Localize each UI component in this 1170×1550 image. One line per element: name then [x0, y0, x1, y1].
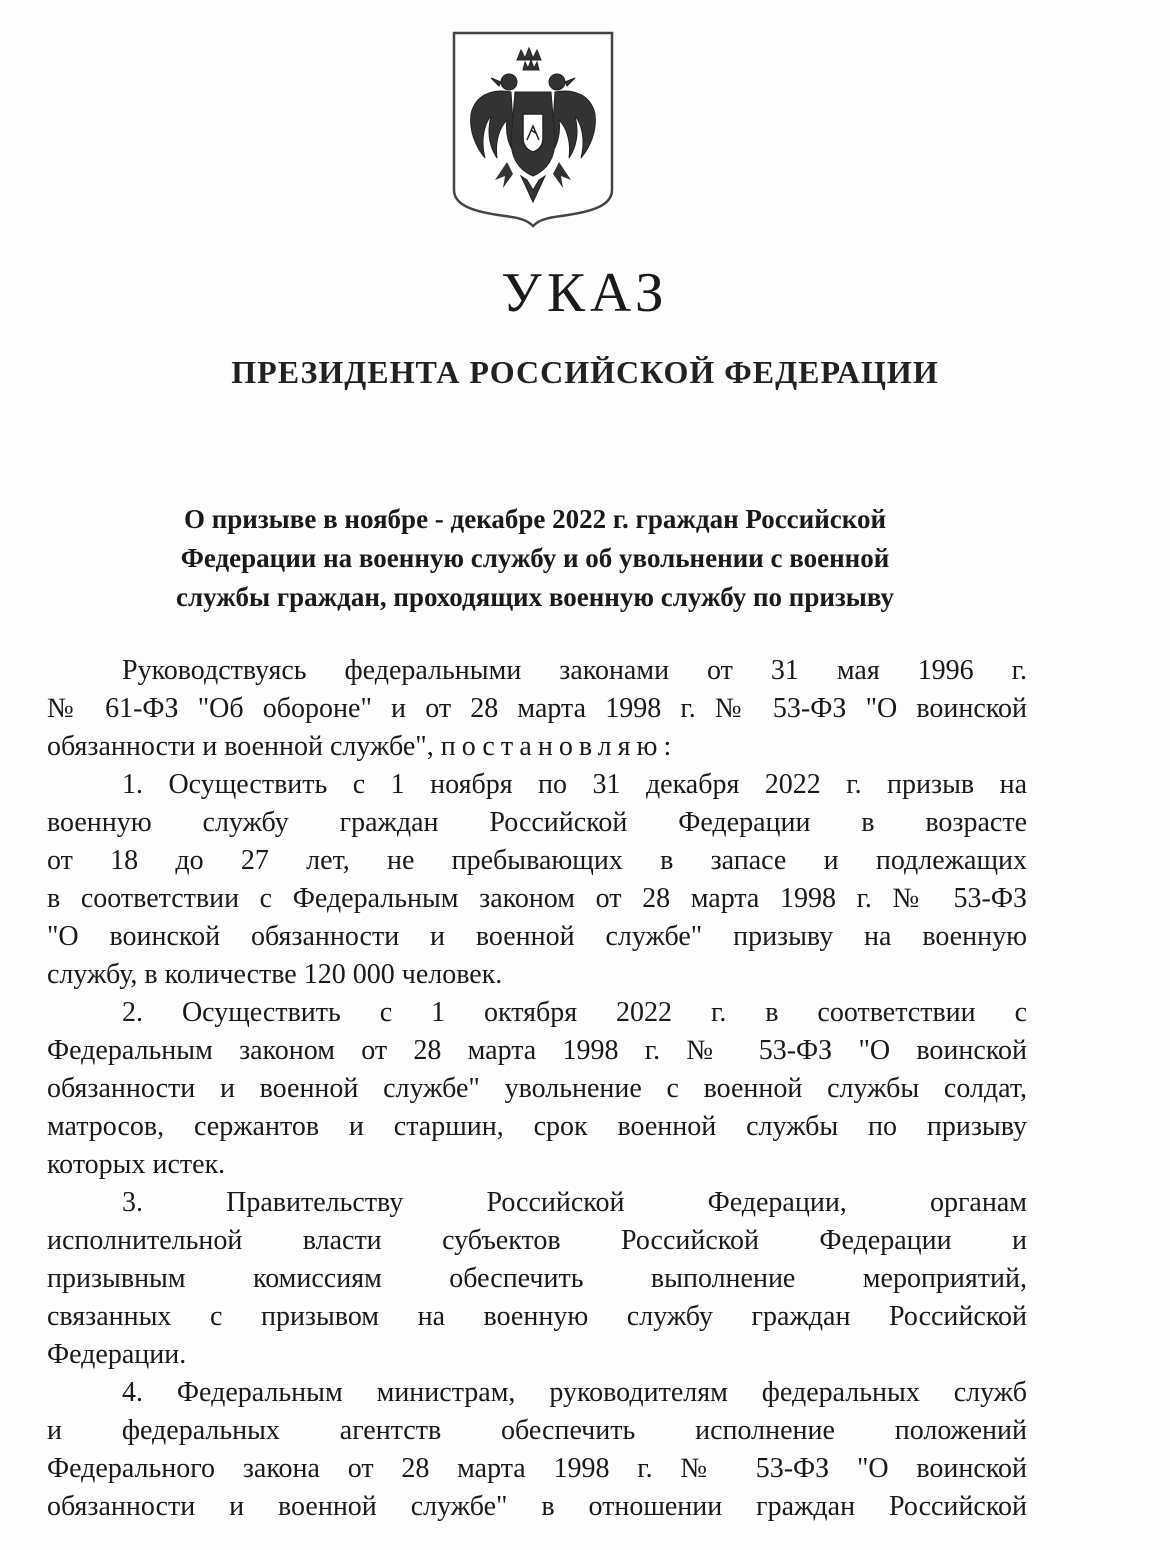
item-paragraph-4 — [47, 1374, 1027, 1526]
paragraph-line: 4. Федеральным министрам, руководителям федеральных служб — [122, 1377, 1027, 1408]
heading-line: О призыве в ноябре - декабре 2022 г. граждан Российской — [183, 504, 887, 534]
paragraph-line: связанных с призывом на военную службу граждан Российской — [47, 1301, 1027, 1332]
paragraph-line: и федеральных агентств обеспечить исполнение положений — [47, 1415, 1027, 1446]
paragraph-line: Федеральным законом от 28 марта 1998 г. № 53-ФЗ "О воинской — [47, 1035, 1027, 1066]
item-paragraph-3 — [47, 1184, 1027, 1374]
paragraph-line: Федерации. — [47, 1339, 187, 1370]
preamble-text: обязанности и военной службе", — [47, 731, 441, 762]
document-title: УКАЗ — [501, 262, 669, 324]
paragraph-line: которых истек. — [47, 1149, 226, 1180]
paragraph-line: службу, в количестве 120 000 человек. — [47, 959, 503, 990]
paragraph-line: "О воинской обязанности и военной службе" призыву на военную — [47, 921, 1027, 952]
paragraph-line: 3. Правительству Российской Федерации, органам — [122, 1187, 1027, 1218]
item-paragraph-2 — [47, 994, 1027, 1184]
paragraph-line: призывным комиссиям обеспечить выполнение мероприятий, — [47, 1263, 1027, 1294]
decree-word: постановляю: — [440, 731, 678, 762]
decree-body — [47, 652, 1027, 1526]
decree-heading — [95, 500, 975, 617]
paragraph-line: 2. Осуществить с 1 октября 2022 г. в соответствии с — [122, 997, 1027, 1028]
paragraph-line: № 61-ФЗ "Об обороне" и от 28 марта 1998 г. № 53-ФЗ "О воинской — [47, 693, 1027, 724]
paragraph-line: Федерального закона от 28 марта 1998 г. № 53-ФЗ "О воинской — [47, 1453, 1027, 1484]
paragraph-line: матросов, сержантов и старшин, срок военной службы по призыву — [47, 1111, 1027, 1142]
heading-line: службы граждан, проходящих военную службу по призыву — [176, 582, 894, 612]
paragraph-line: обязанности и военной службе" увольнение с военной службы солдат, — [47, 1073, 1027, 1104]
document-subtitle: ПРЕЗИДЕНТА РОССИЙСКОЙ ФЕДЕРАЦИИ — [231, 354, 939, 390]
item-paragraph-1 — [47, 766, 1027, 994]
paragraph-line: 1. Осуществить с 1 ноября по 31 декабря 2022 г. призыв на — [122, 769, 1027, 800]
heading-line: Федерации на военную службу и об увольнении с военной — [180, 543, 890, 573]
paragraph-line: обязанности и военной службе" в отношении граждан Российской — [47, 1491, 1027, 1522]
paragraph-line: исполнительной власти субъектов Российской Федерации и — [47, 1225, 1027, 1256]
paragraph-line: Руководствуясь федеральными законами от 31 мая 1996 г. — [122, 655, 1027, 686]
paragraph-line — [47, 728, 1027, 766]
paragraph-line: от 18 до 27 лет, не пребывающих в запасе и подлежащих — [47, 845, 1027, 876]
preamble-paragraph — [47, 652, 1027, 766]
paragraph-line: в соответствии с Федеральным законом от 28 марта 1998 г. № 53-ФЗ — [47, 883, 1027, 914]
paragraph-line: военную службу граждан Российской Федерации в возрасте — [47, 807, 1027, 838]
coat-of-arms-icon — [451, 30, 615, 228]
